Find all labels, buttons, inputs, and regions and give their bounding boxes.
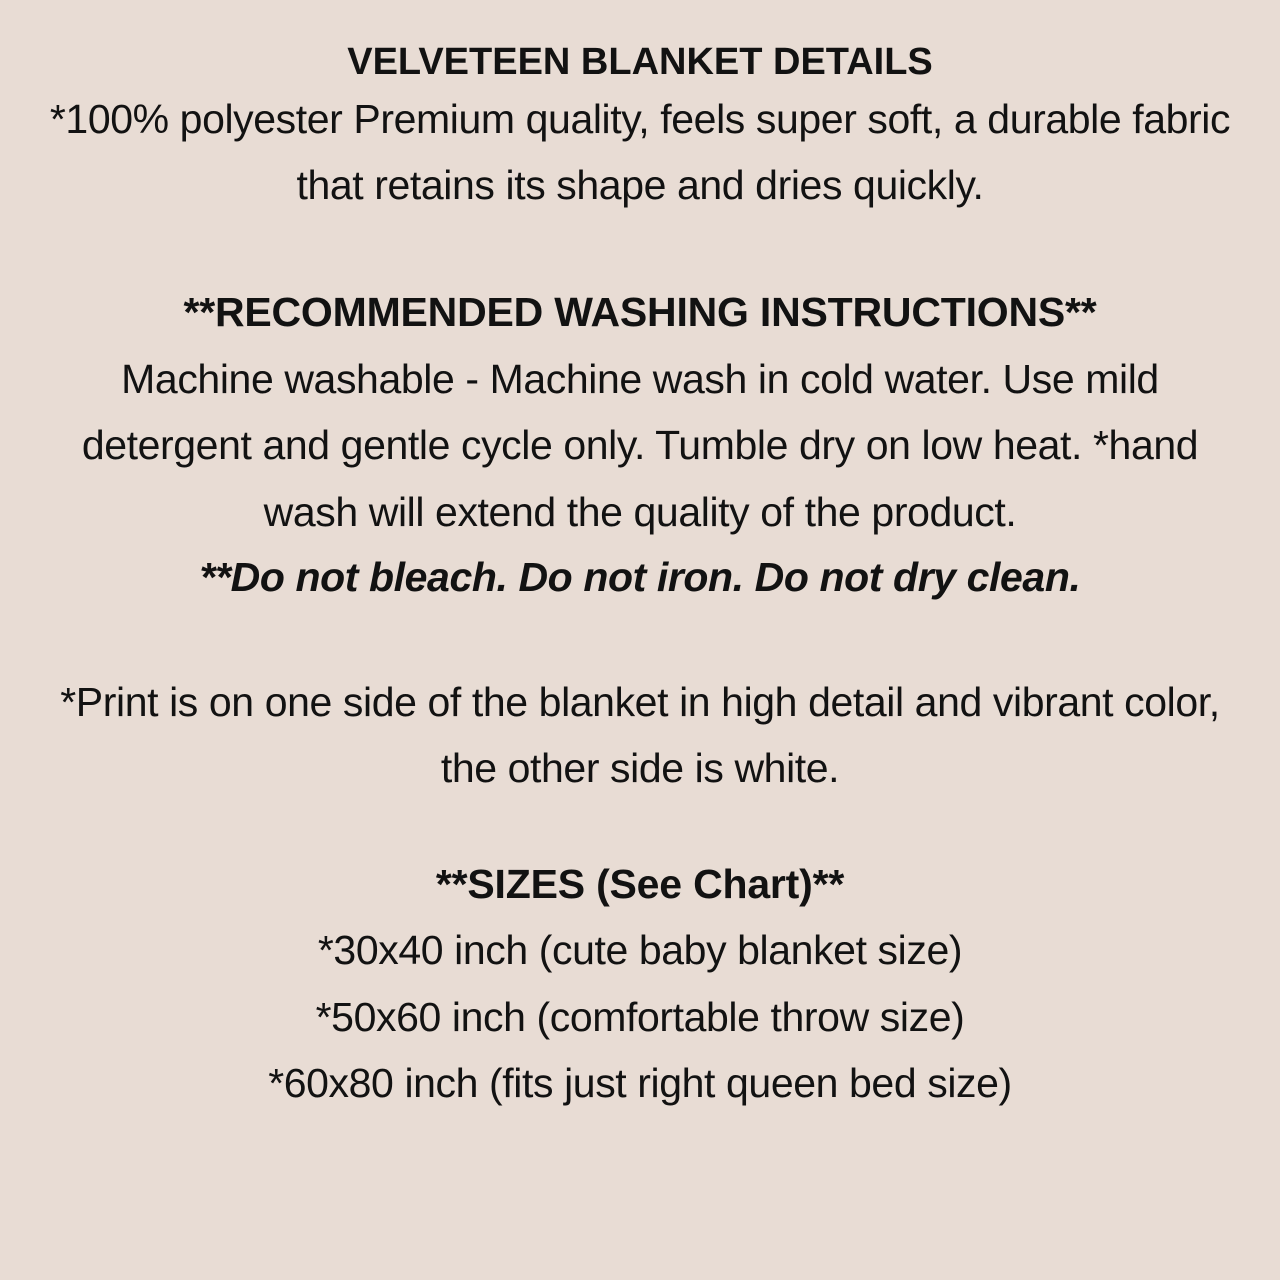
details-paragraph: *100% polyester Premium quality, feels super soft, a durable fabric that retains its shape and dries quickly. xyxy=(49,95,1231,208)
velveteen-details-section xyxy=(30,40,1250,218)
details-heading: VELVETEEN BLANKET DETAILS xyxy=(347,41,933,83)
washing-paragraph: Machine washable - Machine wash in cold water. Use mild detergent and gentle cycle only. Tumble dry on low heat. *hand wash will extend the quality of the product. xyxy=(81,356,1199,535)
washing-heading: **RECOMMENDED WASHING INSTRUCTIONS** xyxy=(183,289,1097,336)
size-option-queen: *60x80 inch (fits just right queen bed size) xyxy=(268,1060,1012,1107)
print-section xyxy=(30,669,1250,802)
size-option-baby: *30x40 inch (cute baby blanket size) xyxy=(317,927,963,974)
washing-instructions-section xyxy=(30,280,1250,610)
sizes-section xyxy=(30,852,1250,1117)
sizes-heading: **SIZES (See Chart)** xyxy=(435,860,845,907)
print-paragraph: *Print is on one side of the blanket in high detail and vibrant color, the other side is white. xyxy=(60,678,1220,792)
washing-warning: **Do not bleach. Do not iron. Do not dry clean. xyxy=(199,554,1081,601)
size-option-throw: *50x60 inch (comfortable throw size) xyxy=(315,993,965,1040)
